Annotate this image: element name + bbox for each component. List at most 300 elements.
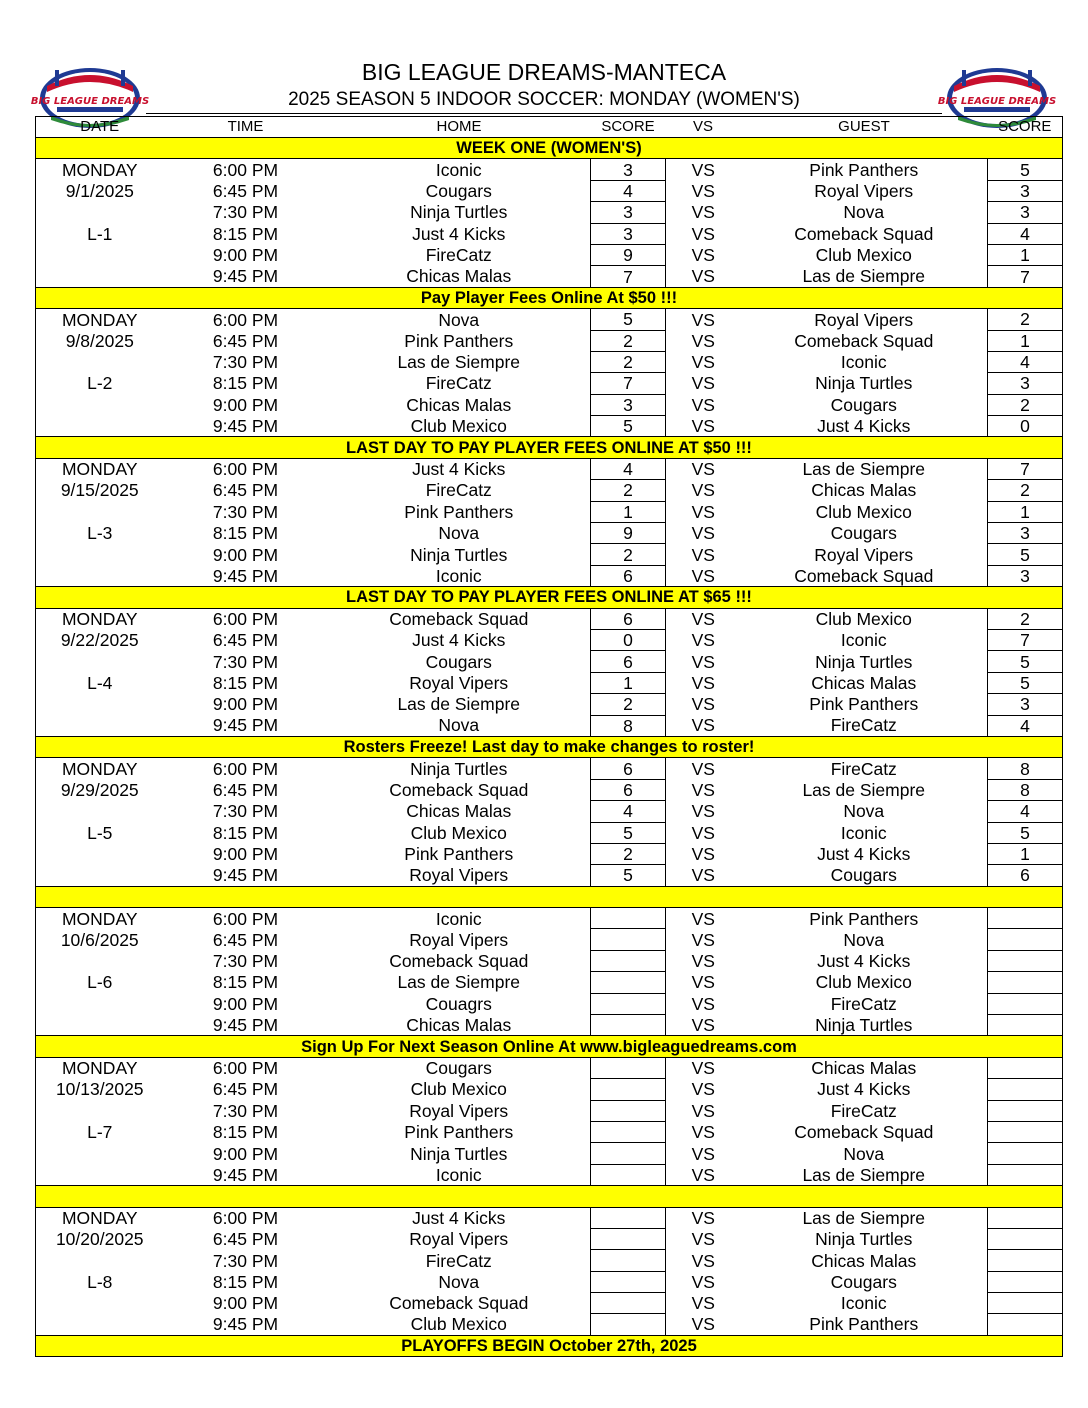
vs-label: VS (691, 694, 715, 715)
guest-score: 2 (988, 309, 1063, 330)
vs-label: VS (691, 908, 715, 929)
game-row (36, 1143, 1063, 1164)
game-date-cell (36, 1100, 164, 1121)
game-time: 6:00 PM (212, 609, 279, 630)
vs-label: VS (691, 223, 715, 244)
home-team: Cougars (425, 1058, 492, 1079)
week-banner (36, 886, 1063, 907)
game-row (36, 1079, 1063, 1100)
home-score: 2 (591, 843, 666, 864)
home-team: Royal Vipers (409, 1100, 509, 1121)
home-team: Royal Vipers (409, 1229, 509, 1250)
game-time: 8:15 PM (212, 672, 279, 693)
game-date-cell: MONDAY (61, 159, 138, 180)
guest-team: Las de Siempre (802, 266, 926, 287)
game-date-cell: MONDAY (61, 1207, 138, 1228)
week-banner-text: Rosters Freeze! Last day to make changes to roster! (36, 736, 1063, 757)
game-time: 6:45 PM (212, 779, 279, 800)
vs-label: VS (691, 1143, 715, 1164)
home-score: 2 (591, 694, 666, 715)
guest-team: Just 4 Kicks (817, 416, 911, 437)
home-team: Ninja Turtles (410, 202, 508, 223)
game-row (36, 822, 1063, 843)
game-row (36, 993, 1063, 1014)
home-team: FireCatz (425, 1250, 492, 1271)
home-score: 7 (591, 373, 666, 394)
game-row (36, 908, 1063, 929)
vs-label: VS (691, 844, 715, 865)
home-score (591, 1164, 666, 1185)
guest-score: 2 (988, 608, 1063, 629)
guest-team: FireCatz (830, 993, 897, 1014)
home-score (591, 1250, 666, 1271)
game-time: 8:15 PM (212, 972, 279, 993)
guest-score (988, 1271, 1063, 1292)
game-date-cell: MONDAY (61, 908, 138, 929)
game-row (36, 501, 1063, 522)
guest-team: Chicas Malas (811, 1250, 917, 1271)
game-date-cell: L-7 (87, 1122, 113, 1143)
game-date-cell: 9/29/2025 (60, 779, 139, 800)
home-score: 2 (591, 480, 666, 501)
guest-score: 3 (988, 694, 1063, 715)
home-team: Chicas Malas (406, 266, 512, 287)
game-time: 7:30 PM (212, 352, 279, 373)
game-time: 9:45 PM (212, 266, 279, 287)
guest-score (988, 1250, 1063, 1271)
home-team: FireCatz (425, 245, 492, 266)
game-time: 7:30 PM (212, 202, 279, 223)
guest-team: Chicas Malas (811, 1058, 917, 1079)
guest-team: Just 4 Kicks (817, 844, 911, 865)
game-time: 8:15 PM (212, 822, 279, 843)
home-team: Iconic (435, 159, 482, 180)
game-date-cell (36, 244, 164, 265)
guest-team: Comeback Squad (794, 565, 934, 586)
guest-team: Nova (843, 1143, 885, 1164)
game-time: 8:15 PM (212, 373, 279, 394)
game-time: 7:30 PM (212, 801, 279, 822)
home-team: FireCatz (425, 480, 492, 501)
guest-team: Club Mexico (815, 972, 912, 993)
vs-label: VS (691, 245, 715, 266)
guest-score: 8 (988, 758, 1063, 779)
guest-score (988, 1143, 1063, 1164)
guest-score (988, 1057, 1063, 1078)
guest-score (988, 972, 1063, 993)
home-score: 7 (591, 266, 666, 287)
home-team: Comeback Squad (389, 609, 529, 630)
vs-label: VS (691, 1014, 715, 1035)
game-time: 6:45 PM (212, 1079, 279, 1100)
home-score (591, 972, 666, 993)
game-row (36, 480, 1063, 501)
home-team: Pink Panthers (404, 1122, 514, 1143)
home-score: 3 (591, 159, 666, 180)
game-date-cell (36, 416, 164, 437)
game-date-cell: MONDAY (61, 1058, 138, 1079)
game-time: 7:30 PM (212, 651, 279, 672)
guest-score (988, 1228, 1063, 1249)
vs-label: VS (691, 1271, 715, 1292)
guest-team: Comeback Squad (794, 330, 934, 351)
home-team: Nova (438, 715, 480, 736)
vs-label: VS (691, 779, 715, 800)
vs-label: VS (691, 1058, 715, 1079)
guest-team: Iconic (840, 630, 887, 651)
game-row (36, 865, 1063, 886)
game-time: 6:45 PM (212, 1229, 279, 1250)
game-date-cell: MONDAY (61, 459, 138, 480)
home-score: 4 (591, 180, 666, 201)
home-score (591, 1100, 666, 1121)
week-banner-text (36, 886, 1063, 907)
home-team: Royal Vipers (409, 929, 509, 950)
game-row (36, 266, 1063, 287)
playoffs-banner (36, 1335, 1063, 1356)
home-team: Comeback Squad (389, 951, 529, 972)
game-time: 6:45 PM (212, 330, 279, 351)
game-row (36, 1271, 1063, 1292)
guest-score (988, 1164, 1063, 1185)
guest-score: 4 (988, 715, 1063, 736)
home-team: Nova (438, 523, 480, 544)
guest-team: Comeback Squad (794, 1122, 934, 1143)
game-time: 6:45 PM (212, 929, 279, 950)
vs-label: VS (691, 972, 715, 993)
home-team: Just 4 Kicks (412, 223, 506, 244)
week-banner (36, 138, 1063, 159)
home-team: Iconic (435, 565, 482, 586)
guest-score (988, 1121, 1063, 1142)
playoffs-banner-text: PLAYOFFS BEGIN October 27th, 2025 (36, 1335, 1063, 1356)
home-team: Nova (438, 1271, 480, 1292)
game-time: 6:45 PM (212, 630, 279, 651)
game-time: 9:00 PM (212, 1143, 279, 1164)
game-row (36, 1293, 1063, 1314)
game-date-cell (36, 394, 164, 415)
guest-score (988, 1015, 1063, 1036)
home-score (591, 993, 666, 1014)
game-row (36, 972, 1063, 993)
home-score: 5 (591, 822, 666, 843)
week-banner (36, 587, 1063, 608)
guest-score: 7 (988, 629, 1063, 650)
home-score (591, 1293, 666, 1314)
home-score: 3 (591, 394, 666, 415)
game-row (36, 1314, 1063, 1335)
guest-team: Cougars (830, 865, 897, 886)
vs-label: VS (691, 159, 715, 180)
week-banner (36, 1036, 1063, 1057)
home-score: 6 (591, 651, 666, 672)
home-score: 5 (591, 865, 666, 886)
game-time: 9:45 PM (212, 1314, 279, 1335)
game-time: 9:00 PM (212, 394, 279, 415)
game-row (36, 565, 1063, 586)
week-banner-text: LAST DAY TO PAY PLAYER FEES ONLINE AT $65 !!! (36, 587, 1063, 608)
game-row (36, 1015, 1063, 1036)
column-header-guest-score: SCORE (998, 118, 1052, 135)
vs-label: VS (691, 544, 715, 565)
game-time: 8:15 PM (212, 223, 279, 244)
guest-team: Chicas Malas (811, 672, 917, 693)
guest-score: 5 (988, 822, 1063, 843)
guest-score: 4 (988, 223, 1063, 244)
guest-team: Royal Vipers (814, 180, 914, 201)
game-row (36, 1228, 1063, 1249)
home-score: 5 (591, 309, 666, 330)
game-row (36, 1057, 1063, 1078)
home-score: 3 (591, 223, 666, 244)
guest-score: 5 (988, 651, 1063, 672)
vs-label: VS (691, 865, 715, 886)
vs-label: VS (691, 1229, 715, 1250)
game-row (36, 672, 1063, 693)
guest-score: 1 (988, 244, 1063, 265)
vs-label: VS (691, 672, 715, 693)
svg-text:BIG LEAGUE DREAMS: BIG LEAGUE DREAMS (30, 96, 150, 107)
home-score: 8 (591, 715, 666, 736)
game-date-cell (36, 843, 164, 864)
guest-team: Cougars (830, 1271, 897, 1292)
home-score: 6 (591, 565, 666, 586)
vs-label: VS (691, 330, 715, 351)
vs-label: VS (691, 180, 715, 201)
vs-label: VS (691, 523, 715, 544)
column-header-time: TIME (227, 118, 264, 135)
home-score: 2 (591, 544, 666, 565)
home-score (591, 1121, 666, 1142)
game-row (36, 180, 1063, 201)
column-header-home: HOME (436, 118, 482, 135)
game-time: 7:30 PM (212, 951, 279, 972)
home-team: Couagrs (425, 993, 492, 1014)
guest-team: Ninja Turtles (815, 1014, 913, 1035)
game-date-cell: 9/8/2025 (65, 330, 134, 351)
game-date-cell: L-1 (87, 223, 113, 244)
game-row (36, 1250, 1063, 1271)
home-score: 4 (591, 801, 666, 822)
guest-team: FireCatz (830, 715, 897, 736)
guest-score: 7 (988, 266, 1063, 287)
vs-label: VS (691, 822, 715, 843)
home-team: Chicas Malas (406, 1014, 512, 1035)
game-row (36, 1121, 1063, 1142)
home-score: 2 (591, 351, 666, 372)
title-divider (146, 113, 942, 114)
game-time: 6:00 PM (212, 159, 279, 180)
home-score (591, 929, 666, 950)
game-date-cell (36, 715, 164, 736)
guest-team: Las de Siempre (802, 1164, 926, 1185)
game-time: 9:00 PM (212, 993, 279, 1014)
game-date-cell: 10/20/2025 (55, 1229, 144, 1250)
game-date-cell: L-2 (87, 373, 113, 394)
game-row (36, 458, 1063, 479)
game-time: 9:00 PM (212, 1293, 279, 1314)
column-header-date: DATE (80, 118, 120, 135)
game-time: 9:00 PM (212, 844, 279, 865)
game-row (36, 1100, 1063, 1121)
vs-label: VS (691, 352, 715, 373)
guest-score: 2 (988, 394, 1063, 415)
game-row (36, 779, 1063, 800)
home-team: Club Mexico (410, 822, 507, 843)
home-team: Pink Panthers (404, 844, 514, 865)
vs-label: VS (691, 501, 715, 522)
home-team: Pink Panthers (404, 501, 514, 522)
guest-team: Nova (843, 801, 885, 822)
vs-label: VS (691, 929, 715, 950)
game-date-cell (36, 1314, 164, 1335)
vs-label: VS (691, 373, 715, 394)
page-title: BIG LEAGUE DREAMS-MANTECA (361, 59, 727, 85)
guest-score: 4 (988, 351, 1063, 372)
home-team: Just 4 Kicks (412, 1207, 506, 1228)
home-team: Royal Vipers (409, 865, 509, 886)
home-score: 3 (591, 202, 666, 223)
game-time: 9:45 PM (212, 1014, 279, 1035)
home-team: Iconic (435, 1164, 482, 1185)
home-team: Ninja Turtles (410, 544, 508, 565)
home-team: FireCatz (425, 373, 492, 394)
home-score (591, 908, 666, 929)
game-row (36, 202, 1063, 223)
home-team: Royal Vipers (409, 672, 509, 693)
home-team: Las de Siempre (397, 352, 521, 373)
vs-label: VS (691, 459, 715, 480)
game-date-cell: 10/6/2025 (60, 929, 139, 950)
page-subtitle: 2025 SEASON 5 INDOOR SOCCER: MONDAY (WOMEN'S) (288, 89, 800, 110)
home-score (591, 1271, 666, 1292)
vs-label: VS (691, 993, 715, 1014)
guest-score (988, 950, 1063, 971)
column-header-guest: GUEST (838, 118, 890, 135)
game-date-cell: 9/22/2025 (60, 630, 139, 651)
week-banner-text: LAST DAY TO PAY PLAYER FEES ONLINE AT $50 !!! (36, 437, 1063, 458)
home-score: 9 (591, 244, 666, 265)
home-score: 1 (591, 672, 666, 693)
game-row (36, 950, 1063, 971)
game-time: 9:00 PM (212, 245, 279, 266)
game-date-cell (36, 351, 164, 372)
guest-score: 3 (988, 202, 1063, 223)
guest-score: 3 (988, 523, 1063, 544)
game-time: 9:45 PM (212, 865, 279, 886)
game-row (36, 309, 1063, 330)
home-score (591, 1143, 666, 1164)
game-row (36, 394, 1063, 415)
game-date-cell (36, 651, 164, 672)
game-row (36, 523, 1063, 544)
game-date-cell: 9/15/2025 (60, 480, 139, 501)
game-row (36, 330, 1063, 351)
guest-score: 0 (988, 416, 1063, 437)
week-banner (36, 437, 1063, 458)
vs-label: VS (691, 1079, 715, 1100)
guest-team: Nova (843, 202, 885, 223)
week-banner-text: WEEK ONE (WOMEN'S) (36, 138, 1063, 159)
game-row (36, 608, 1063, 629)
game-date-cell: 9/1/2025 (65, 180, 134, 201)
guest-score: 5 (988, 672, 1063, 693)
game-time: 6:00 PM (212, 309, 279, 330)
game-row (36, 544, 1063, 565)
home-score (591, 1057, 666, 1078)
guest-team: Pink Panthers (809, 1314, 919, 1335)
home-team: Comeback Squad (389, 1293, 529, 1314)
guest-team: Iconic (840, 352, 887, 373)
vs-label: VS (691, 951, 715, 972)
home-team: Chicas Malas (406, 394, 512, 415)
guest-score: 3 (988, 373, 1063, 394)
guest-score (988, 908, 1063, 929)
home-team: Cougars (425, 180, 492, 201)
game-time: 9:45 PM (212, 1164, 279, 1185)
home-score (591, 950, 666, 971)
guest-score (988, 1293, 1063, 1314)
guest-team: Club Mexico (815, 245, 912, 266)
guest-team: Nova (843, 929, 885, 950)
game-row (36, 758, 1063, 779)
guest-team: FireCatz (830, 758, 897, 779)
week-banner-text: Pay Player Fees Online At $50 !!! (36, 287, 1063, 308)
guest-team: Royal Vipers (814, 544, 914, 565)
game-row (36, 1164, 1063, 1185)
game-row (36, 1207, 1063, 1228)
vs-label: VS (691, 1314, 715, 1335)
guest-team: Ninja Turtles (815, 1229, 913, 1250)
home-team: Pink Panthers (404, 330, 514, 351)
home-team: Cougars (425, 651, 492, 672)
column-header-home-score: SCORE (601, 118, 655, 135)
home-team: Chicas Malas (406, 801, 512, 822)
game-date-cell (36, 950, 164, 971)
game-date-cell (36, 202, 164, 223)
game-time: 9:45 PM (212, 565, 279, 586)
guest-score: 4 (988, 801, 1063, 822)
game-date-cell (36, 801, 164, 822)
guest-score: 1 (988, 501, 1063, 522)
home-team: Ninja Turtles (410, 758, 508, 779)
guest-score: 1 (988, 843, 1063, 864)
game-time: 8:15 PM (212, 1271, 279, 1292)
vs-label: VS (691, 266, 715, 287)
guest-score (988, 1100, 1063, 1121)
game-time: 7:30 PM (212, 1100, 279, 1121)
home-score (591, 1314, 666, 1335)
guest-team: Iconic (840, 1293, 887, 1314)
vs-label: VS (691, 630, 715, 651)
game-time: 6:00 PM (212, 459, 279, 480)
guest-team: Las de Siempre (802, 459, 926, 480)
guest-score: 1 (988, 330, 1063, 351)
column-header-vs: VS (692, 118, 713, 135)
game-time: 9:45 PM (212, 715, 279, 736)
game-time: 6:45 PM (212, 180, 279, 201)
game-row (36, 651, 1063, 672)
home-team: Comeback Squad (389, 779, 529, 800)
game-date-cell (36, 1164, 164, 1185)
svg-text:BIG LEAGUE DREAMS: BIG LEAGUE DREAMS (937, 96, 1057, 107)
guest-team: Las de Siempre (802, 1207, 926, 1228)
home-score: 5 (591, 416, 666, 437)
guest-score: 5 (988, 544, 1063, 565)
guest-score: 5 (988, 159, 1063, 180)
vs-label: VS (691, 394, 715, 415)
home-score (591, 1015, 666, 1036)
